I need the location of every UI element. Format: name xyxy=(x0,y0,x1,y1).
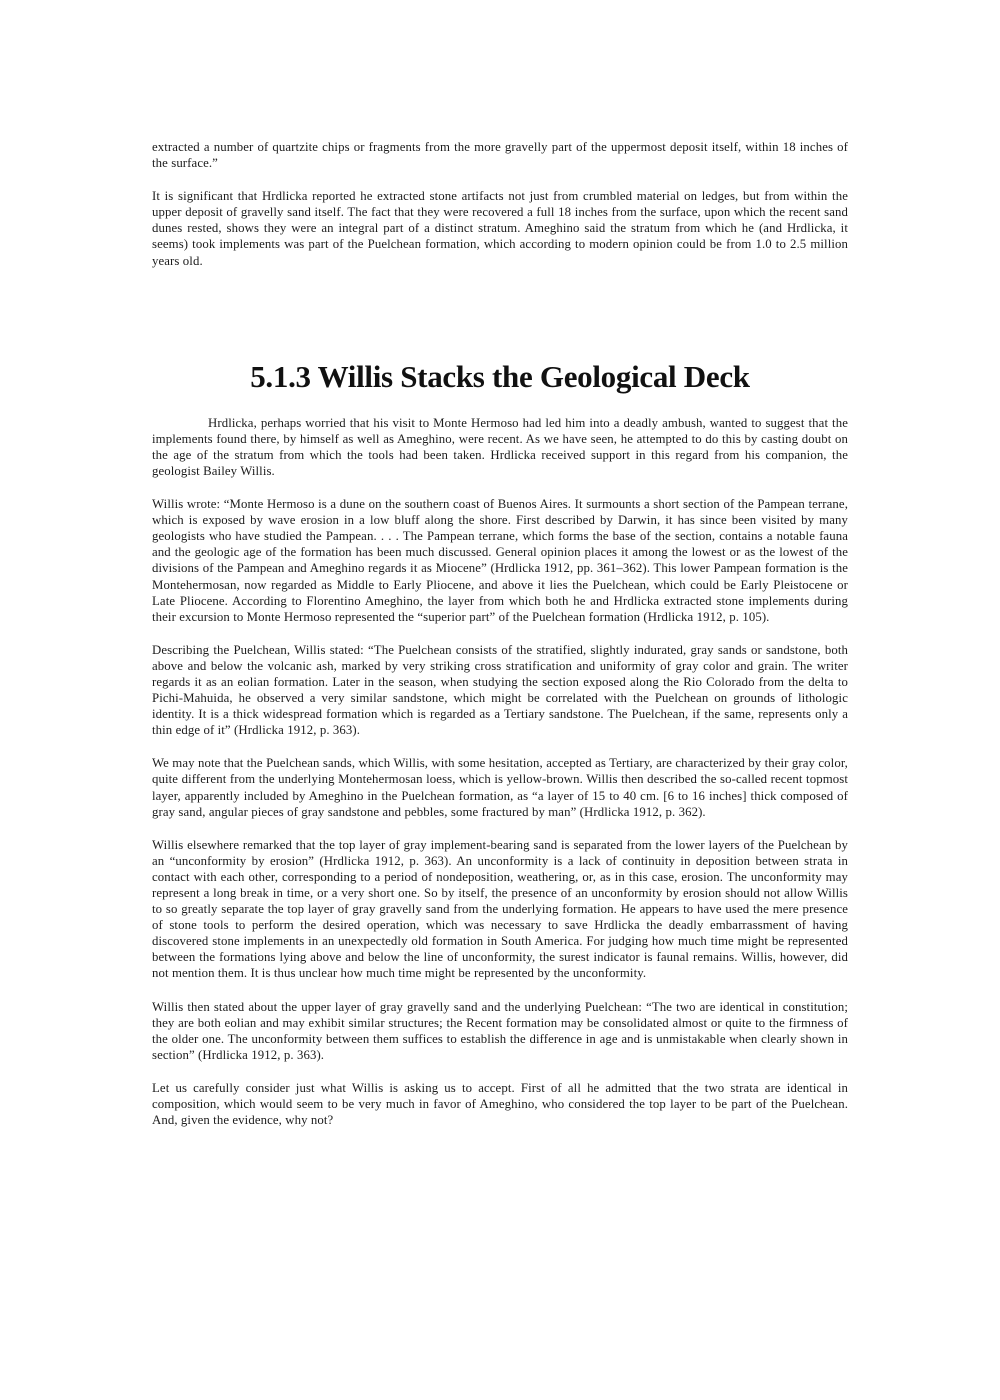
body-paragraph: It is significant that Hrdlicka reported he extracted stone artifacts not just from crumbled material on ledges, but from within the upper deposit of gravelly sand itself. The fact that they were recovered a full 18 inches from the surface, upon which the recent sand dunes rested, shows they were an integral part of a distinct stratum. Ameghino said the stratum from which he (and Hrdlicka, it seems) took implements was part of the Puelchean formation, which according to modern opinion could be from 1.0 to 2.5 million years old. xyxy=(152,189,848,268)
body-paragraph: Willis elsewhere remarked that the top layer of gray implement-bearing sand is separated from the lower layers of the Puelchean by an “unconformity by erosion” (Hrdlicka 1912, p. 363). An unconformity is a lack of continuity in deposition between strata in contact with each other, corresponding to a period of nondeposition, weathering, or, as in this case, erosion. The unconformity may represent a long break in time, or a very short one. So by itself, the presence of an unconformity by erosion should not allow Willis to so greatly separate the top layer of gray gravelly sand from the underlying formation. He appears to have used the mere presence of stone tools to perform the desired operation, which was necessary to save Hrdlicka the deadly embarrassment of having discovered stone implements in an unexpectedly old formation in South America. For judging how much time might be represented between the formations lying above and below the line of unconformity, the surest indicator is faunal remains. Willis, however, did not mention them. It is thus unclear how much time might be represented by the unconformity. xyxy=(152,837,848,981)
body-paragraph: Describing the Puelchean, Willis stated: “The Puelchean consists of the stratified, slightly indurated, gray sands or sandstone, both above and below the volcanic ash, marked by very striking cross stratification and uniformity of gray color and grain. The writer regards it as an eolian formation. Later in the season, when studying the section exposed along the Rio Colorado from the delta to Pichi-Mahuida, he observed a very similar sandstone, which might be correlated with the Puelchean on grounds of lithologic identity. It is a thick widespread formation which is regarded as a Tertiary sandstone. The Puelchean, if the same, represents only a thin edge of it” (Hrdlicka 1912, p. 363). xyxy=(152,642,848,738)
section-heading: 5.1.3 Willis Stacks the Geological Deck xyxy=(250,358,750,394)
body-paragraph: Hrdlicka, perhaps worried that his visit to Monte Hermoso had led him into a deadly ambush, wanted to suggest that the implements found there, by himself as well as Ameghino, were recent. As we have seen, he attempted to do this by casting doubt on the age of the stratum from which the tools had been taken. Hrdlicka received support in this regard from his companion, the geologist Bailey Willis. xyxy=(152,415,848,478)
continuation-paragraph: extracted a number of quartzite chips or fragments from the more gravelly part of the uppermost deposit itself, within 18 inches of the surface.” xyxy=(152,140,848,171)
document-page xyxy=(152,139,848,1145)
body-paragraph: We may note that the Puelchean sands, which Willis, with some hesitation, accepted as Tertiary, are characterized by their gray color, quite different from the underlying Montehermosan loess, which is yellow-brown. Willis then described the so-called recent topmost layer, apparently included by Ameghino in the Puelchean formation, as “a layer of 15 to 40 cm. [6 to 16 inches] thick composed of gray sand, angular pieces of gray sandstone and pebbles, some fractured by man” (Hrdlicka 1912, p. 362). xyxy=(152,756,848,819)
body-paragraph: Willis then stated about the upper layer of gray gravelly sand and the underlying Puelchean: “The two are identical in constitution; they are both eolian and may exhibit similar structures; the Recent formation may be consolidated almost or quite to the firmness of the older one. The unconformity between them suffices to establish the difference in age and is unmistakable when clearly shown in section” (Hrdlicka 1912, p. 363). xyxy=(152,999,848,1062)
body-paragraph: Let us carefully consider just what Willis is asking us to accept. First of all he admitted that the two strata are identical in composition, which would seem to be very much in favor of Ameghino, who considered the top layer to be part of the Puelchean. And, given the evidence, why not? xyxy=(152,1080,848,1128)
body-paragraph: Willis wrote: “Monte Hermoso is a dune on the southern coast of Buenos Aires. It surmounts a short section of the Pampean terrane, which is exposed by wave erosion in a low bluff along the shore. First described by Darwin, it has since been visited by many geologists who have studied the Pampean. . . . The Pampean terrane, which forms the base of the section, contains a notable fauna and the geologic age of the formation has been much discussed. General opinion places it among the lowest or as the lowest of the divisions of the Pampean and Ameghino regards it as Miocene” (Hrdlicka 1912, pp. 361–362). This lower Pampean formation is the Montehermosan, now regarded as Middle to Early Pliocene, and above it lies the Puelchean, which could be Early Pleistocene or Late Pliocene. According to Florentino Ameghino, the layer from which both he and Hrdlicka extracted stone implements during their excursion to Monte Hermoso represented the “superior part” of the Puelchean formation (Hrdlicka 1912, p. 105). xyxy=(152,497,848,624)
